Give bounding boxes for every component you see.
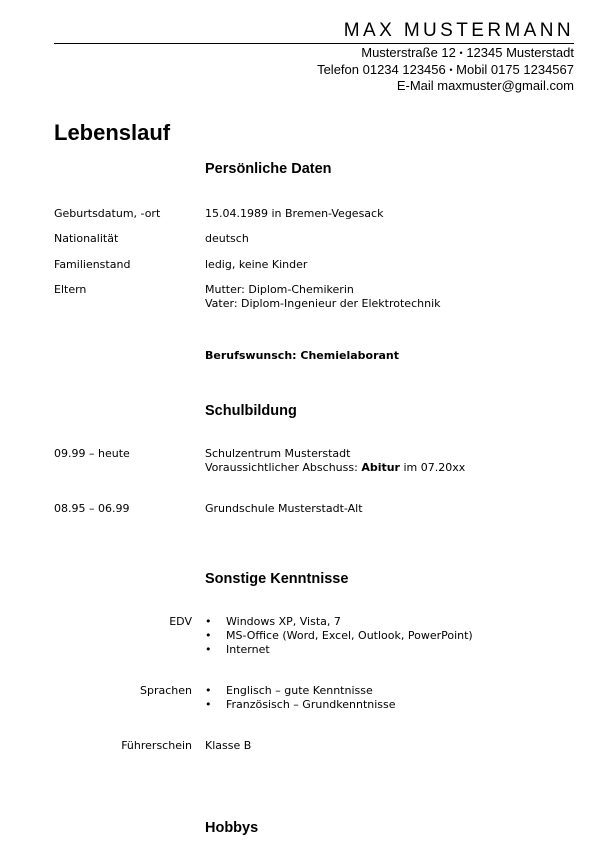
list-item — [205, 643, 473, 657]
section-heading-school: Schulbildung — [205, 403, 297, 419]
separator-dot: • — [459, 48, 463, 58]
street: Musterstraße 12 — [361, 45, 456, 60]
label-license: Führerschein — [121, 739, 192, 752]
edv-list — [205, 615, 473, 657]
contact-block — [317, 45, 574, 94]
separator-dot: • — [449, 64, 453, 75]
bullet: • — [205, 643, 212, 656]
section-heading-personal: Persönliche Daten — [205, 161, 332, 177]
address-line — [317, 45, 574, 62]
value-parents — [205, 283, 441, 311]
label-nationality: Nationalität — [54, 232, 119, 245]
career-wish: Berufswunsch: Chemielaborant — [205, 349, 400, 362]
page-title: Lebenslauf — [54, 120, 171, 145]
value-license: Klasse B — [205, 739, 252, 752]
school-period-2: 08.95 – 06.99 — [54, 502, 130, 515]
degree-prefix: Voraussichtlicher Abschuss: — [205, 461, 362, 474]
list-item — [205, 684, 396, 698]
label-marital-status: Familienstand — [54, 258, 131, 271]
value-birth: 15.04.1989 in Bremen-Vegesack — [205, 207, 384, 220]
list-item-text: Französisch – Grundkenntnisse — [226, 698, 396, 711]
list-item-text: Windows XP, Vista, 7 — [226, 615, 341, 628]
section-heading-hobbies: Hobbys — [205, 820, 259, 836]
list-item — [205, 629, 473, 643]
email[interactable]: E-Mail maxmuster@gmail.com — [396, 78, 574, 93]
value-nationality: deutsch — [205, 232, 249, 245]
bullet: • — [205, 629, 212, 642]
phone: Telefon 01234 123456 — [317, 61, 446, 77]
city: 12345 Musterstadt — [466, 45, 574, 60]
value-father: Vater: Diplom-Ingenieur der Elektrotechnik — [205, 297, 441, 310]
school-entry-1 — [205, 447, 465, 475]
header-divider — [54, 43, 574, 44]
label-birth: Geburtsdatum, -ort — [54, 207, 161, 220]
mobile: Mobil 0175 1234567 — [456, 61, 574, 77]
list-item-text: Internet — [226, 643, 270, 656]
value-mother: Mutter: Diplom-Chemikerin — [205, 283, 354, 296]
degree-suffix: im 07.20xx — [399, 461, 466, 474]
list-item-text: Englisch – gute Kenntnisse — [226, 684, 373, 697]
bullet: • — [205, 615, 212, 628]
label-languages: Sprachen — [140, 684, 192, 697]
list-item — [205, 698, 396, 712]
school-name-2: Grundschule Musterstadt-Alt — [205, 502, 363, 515]
bullet: • — [205, 698, 212, 711]
list-item-text: MS-Office (Word, Excel, Outlook, PowerPoint) — [226, 629, 473, 642]
section-heading-skills: Sonstige Kenntnisse — [205, 571, 349, 587]
label-parents: Eltern — [54, 283, 87, 296]
value-marital-status: ledig, keine Kinder — [205, 258, 308, 271]
school-period-1: 09.99 – heute — [54, 447, 130, 460]
applicant-name: MAX MUSTERMANN — [343, 20, 574, 41]
list-item — [205, 615, 473, 629]
languages-list — [205, 684, 396, 712]
school-degree-1 — [205, 461, 465, 475]
phone-line — [317, 62, 574, 79]
label-edv: EDV — [169, 615, 192, 628]
bullet: • — [205, 684, 212, 697]
school-name-1: Schulzentrum Musterstadt — [205, 447, 351, 460]
degree-name: Abitur — [361, 461, 400, 474]
